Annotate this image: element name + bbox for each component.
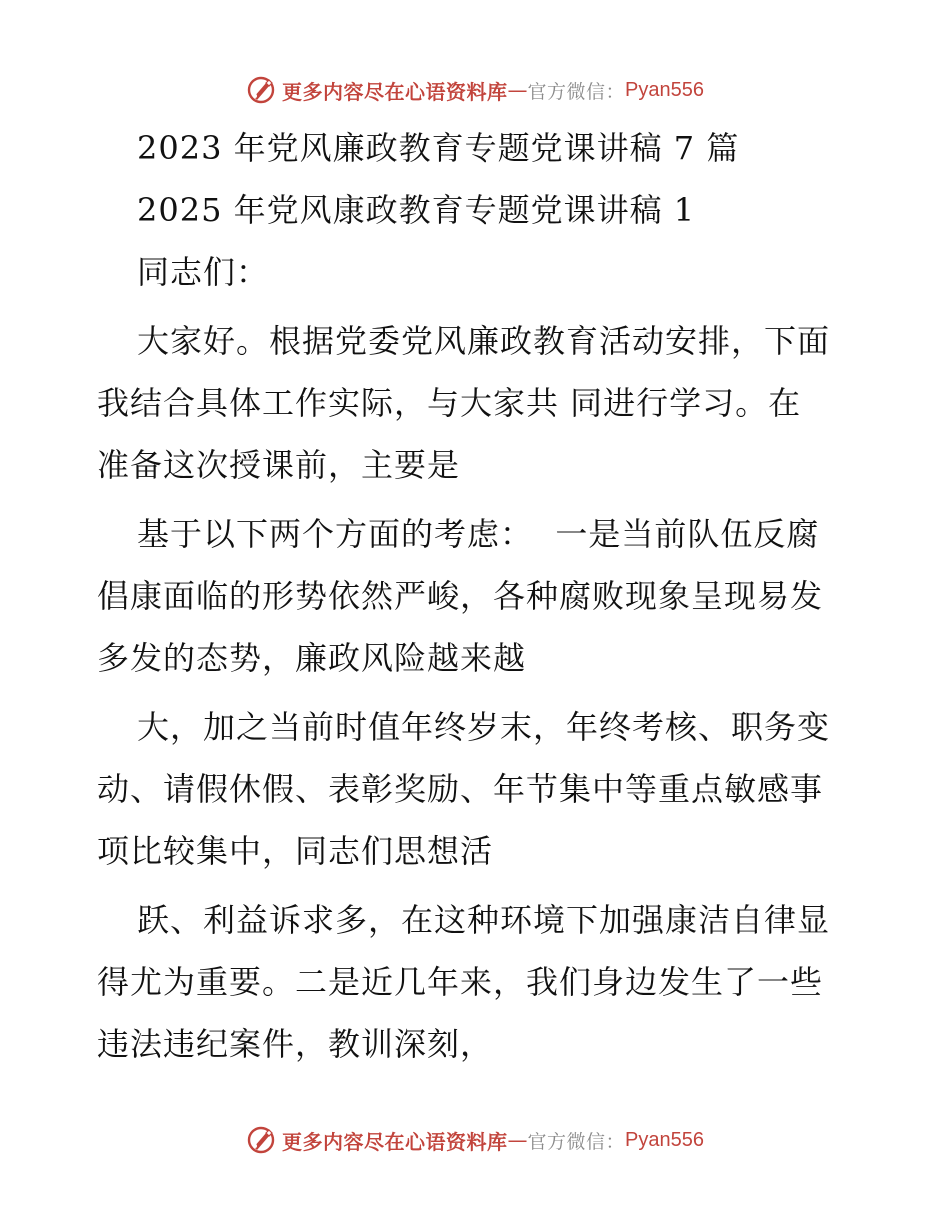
pen-circle-logo-icon: [246, 75, 276, 105]
salutation: 同志们：: [137, 253, 270, 291]
paragraph-1: [97, 317, 857, 489]
watermark-label: 官方微信：: [527, 1130, 626, 1153]
paragraph-line: 大，加之当前时值年终岁末，年终考核、职务变: [137, 708, 831, 746]
watermark-title: 更多内容尽在心语资料库: [282, 79, 508, 104]
paragraph-line: 大家好。根据党委党风廉政教育活动安排，下面: [137, 322, 831, 360]
paragraph-line: 违法违纪案件，教训深刻，: [97, 1025, 494, 1063]
paragraph-2: [97, 510, 857, 682]
paragraph-line: 跃、利益诉求多，在这种环境下加强康洁自律显: [137, 901, 831, 939]
watermark-handle: Pyan556: [625, 78, 704, 101]
document-body: [97, 124, 857, 1068]
pen-circle-logo-icon: [246, 1125, 276, 1155]
paragraph-line: 基于以下两个方面的考虑： 一是当前队伍反腐: [137, 515, 820, 553]
watermark-dash: —: [507, 78, 528, 102]
header-watermark: [0, 72, 950, 108]
watermark-handle: Pyan556: [625, 1128, 704, 1151]
footer-watermark: [0, 1122, 950, 1158]
paragraph-line: 得尤为重要。二是近几年来，我们身边发生了一些: [97, 963, 824, 1001]
document-heading-2: 2025 年党风康政教育专题党课讲稿 1: [137, 191, 696, 229]
watermark-title: 更多内容尽在心语资料库: [282, 1129, 508, 1154]
paragraph-3: [97, 703, 857, 875]
watermark-dash: —: [507, 1128, 528, 1152]
paragraph-4: [97, 896, 857, 1068]
paragraph-line: 我结合具体工作实际，与大家共 同进行学习。在: [97, 384, 802, 422]
watermark-label: 官方微信：: [527, 80, 626, 103]
paragraph-line: 项比较集中，同志们思想活: [97, 832, 494, 870]
paragraph-line: 多发的态势，廉政风险越来越: [97, 639, 527, 677]
paragraph-line: 倡康面临的形势依然严峻，各种腐败现象呈现易发: [97, 577, 824, 615]
paragraph-line: 动、请假休假、表彰奖励、年节集中等重点敏感事: [97, 770, 824, 808]
paragraph-line: 准备这次授课前，主要是: [97, 446, 461, 484]
document-heading-1: 2023 年党风廉政教育专题党课讲稿 7 篇: [137, 129, 740, 167]
